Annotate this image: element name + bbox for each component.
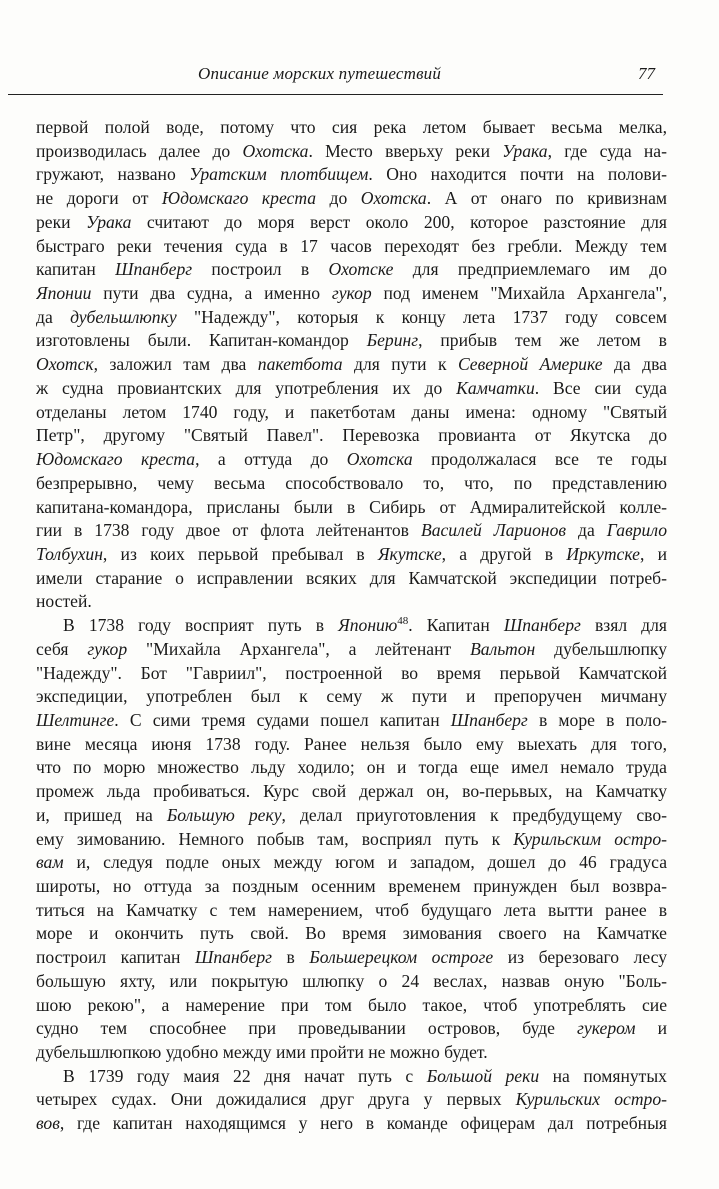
text-run: пути два судна, а именно xyxy=(91,283,332,304)
text-run: вине месяца июня 1738 году. Ранее нельзя было ему выехать для того, xyxy=(36,733,667,754)
text-line xyxy=(36,922,667,946)
text-run: широты, но оттуда за поздным осенним временем принужден был возвра- xyxy=(36,876,667,896)
text-line xyxy=(36,899,667,923)
text-run: , и xyxy=(639,543,667,564)
text-line xyxy=(36,1017,667,1041)
italic-term: Северной Америке xyxy=(457,354,603,375)
text-run: , а другой в xyxy=(441,543,567,564)
text-line xyxy=(36,994,667,1018)
text-run: , где суда на- xyxy=(547,140,667,161)
text-line xyxy=(36,519,667,543)
text-line xyxy=(36,662,667,686)
text-line xyxy=(36,258,667,282)
text-line xyxy=(36,875,667,899)
text-run: имели старание о исправлении всяких для Камчатской экспедиции потреб- xyxy=(36,567,667,588)
italic-term: Шпанберг xyxy=(450,709,528,730)
italic-term: Большую реку xyxy=(166,804,282,825)
italic-term: Камчатки xyxy=(456,377,535,398)
text-run: продолжалася все те годы xyxy=(412,449,667,470)
italic-term: Охотска xyxy=(360,188,427,209)
footnote-ref: 48 xyxy=(397,615,409,628)
text-line xyxy=(36,472,667,496)
text-run: да xyxy=(36,306,71,327)
text-line xyxy=(36,946,667,970)
text-run: и, следуя подле оных между югом и западом, дошел до 46 градуса xyxy=(63,852,667,873)
body-text xyxy=(36,116,667,1136)
text-line xyxy=(36,828,667,852)
text-line xyxy=(36,1065,667,1089)
text-line xyxy=(36,282,667,306)
text-run: В 1738 году восприят путь в xyxy=(63,615,339,636)
text-run: , из коих перьвой пребывал в xyxy=(102,543,378,564)
text-run: титься на Камчатку с тем намерением, чтоб будущаго лета вытти ранее в xyxy=(36,899,667,920)
text-run: , делал приуготовления к предбудущему сво- xyxy=(281,804,667,825)
italic-term: Охотска xyxy=(346,449,413,470)
italic-term: Курильских остро- xyxy=(515,1089,667,1110)
text-line xyxy=(36,1088,667,1112)
text-line xyxy=(36,851,667,875)
text-run: взял для xyxy=(580,615,667,636)
text-line xyxy=(36,140,667,164)
text-run: для предприемлемаго им до xyxy=(393,259,667,280)
italic-term: Японии xyxy=(36,283,92,304)
italic-term: Охотске xyxy=(328,259,394,280)
text-run: дубельшлюпкою удобно между ими пройти не можно будет. xyxy=(36,1042,488,1063)
text-line xyxy=(36,590,667,614)
text-run: . Капитан xyxy=(408,615,504,636)
text-line xyxy=(36,377,667,401)
italic-term: Большой реки xyxy=(426,1065,540,1086)
text-line xyxy=(36,733,667,757)
italic-term: Толбухин xyxy=(36,543,103,564)
text-line xyxy=(36,448,667,472)
italic-term: гукор xyxy=(331,283,372,304)
italic-term: Гаврило xyxy=(606,520,667,541)
text-run: Петр", другому "Святый Павел". Перевозка провианта от Якутска до xyxy=(36,425,667,446)
italic-term: гукор xyxy=(87,638,128,659)
text-run: ж судна провиантских для употребления их до xyxy=(36,377,457,398)
text-line xyxy=(36,235,667,259)
text-run: и, пришед на xyxy=(36,804,167,825)
text-run: , а оттуда до xyxy=(195,449,347,470)
text-run: считают до моря верст около 200, которое разстояние для xyxy=(131,211,667,232)
italic-term: Якутске xyxy=(377,543,442,564)
text-run: до xyxy=(316,188,361,209)
text-run: "Надежду". Бот "Гавриил", построенной во время перьвой Камчатской xyxy=(36,662,667,683)
text-run: не дороги от xyxy=(36,188,162,209)
italic-term: Охотск xyxy=(36,354,94,375)
text-run: . А от онаго по кривизнам xyxy=(426,188,667,209)
text-line xyxy=(36,116,667,140)
text-line xyxy=(36,970,667,994)
text-run: В 1739 году маия 22 дня начат путь с xyxy=(63,1065,427,1086)
text-run: изготовлены были. Капитан-командор xyxy=(36,330,367,351)
italic-term: дубельшлюпку xyxy=(70,306,177,327)
text-run: быстраго реки течения суда в 17 часов переходят без гребли. Между тем xyxy=(36,235,667,256)
text-run: капитан xyxy=(36,259,116,280)
text-run: да xyxy=(566,520,607,541)
text-run: промеж льда пробиваться. Курс свой держал он, во-перьвых, на Камчатку xyxy=(36,781,667,802)
text-run: "Михайла Архангела", а лейтенант xyxy=(127,638,471,659)
text-run: для пути к xyxy=(342,354,458,375)
italic-term: Шелтинге xyxy=(36,709,115,730)
text-line xyxy=(36,306,667,330)
italic-term: Юдомскаго креста xyxy=(36,449,196,470)
italic-term: Иркутске xyxy=(566,543,640,564)
text-line xyxy=(36,163,667,187)
italic-term: вам xyxy=(36,852,64,873)
text-line xyxy=(36,187,667,211)
text-run: большую яхту, или покрытую шлюпку о 24 веслах, назвав оную "Боль- xyxy=(36,970,667,991)
text-run: гии в 1738 году двое от флота лейтенантов xyxy=(36,520,421,541)
text-run: шою рекою", а намерение при том было такое, чтоб употреблять сие xyxy=(36,994,667,1015)
text-line xyxy=(36,638,667,662)
text-run: . Оно находится почти на полови- xyxy=(368,164,667,185)
text-run: себя xyxy=(36,638,88,659)
italic-term: Беринг xyxy=(366,330,419,351)
text-line xyxy=(36,401,667,425)
text-line xyxy=(36,709,667,733)
text-run: в xyxy=(272,947,310,968)
italic-term: Японию xyxy=(338,615,398,636)
running-header xyxy=(8,60,663,95)
running-title: Описание морских путешествий xyxy=(198,64,442,83)
italic-term: Шпанберг xyxy=(503,615,581,636)
text-run: ностей. xyxy=(36,591,92,612)
page-number: 77 xyxy=(638,64,655,83)
text-run: четырех судах. Они дожидалися друг друга у первых xyxy=(36,1089,516,1110)
text-run: . Все сии суда xyxy=(534,377,667,398)
text-line xyxy=(36,211,667,235)
text-run: безпрерывно, чему весьма способствовало то, что, по представлению xyxy=(36,472,667,493)
text-run: . С сими тремя судами пошел капитан xyxy=(114,709,451,730)
text-line xyxy=(36,780,667,804)
text-run: , где капитан находящимся у него в команде офицерам дал потребныя xyxy=(59,1113,667,1134)
text-line xyxy=(36,1041,667,1065)
text-run: экспедиции, употреблен был к сему ж пути и препоручен мичману xyxy=(36,686,667,707)
text-run: капитана-командора, присланы были в Сибирь от Адмиралитейской колле- xyxy=(36,496,667,517)
text-run: построил в xyxy=(192,259,329,280)
text-run: , прибыв тем же летом в xyxy=(418,330,667,351)
text-run: ему зимованию. Немного побыв там, восприял путь к xyxy=(36,828,514,849)
text-line xyxy=(36,353,667,377)
text-run: первой полой воде, потому что сия река летом бывает весьма мелка, xyxy=(36,117,667,137)
text-run: отделаны летом 1740 году, и пакетботам даны имена: одному "Святый xyxy=(36,401,667,422)
text-run: , заложил там два xyxy=(93,354,258,375)
italic-term: Василей Ларионов xyxy=(420,520,567,541)
text-run: реки xyxy=(36,211,87,232)
italic-term: гукером xyxy=(577,1018,636,1039)
text-line xyxy=(36,756,667,780)
italic-term: вов xyxy=(36,1113,60,1134)
italic-term: Шпанберг xyxy=(115,259,193,280)
text-line xyxy=(36,496,667,520)
text-run: море и окончить путь свой. Во время зимования своего на Камчатке xyxy=(36,923,667,944)
text-run: "Надежду", которыя к концу лета 1737 году совсем xyxy=(176,306,667,327)
text-line xyxy=(36,1112,667,1136)
text-line xyxy=(36,567,667,591)
italic-term: Вальтон xyxy=(470,638,536,659)
text-line xyxy=(36,329,667,353)
text-run: . Место вверьху реки xyxy=(308,140,503,161)
text-run: да два xyxy=(602,354,667,375)
italic-term: Охотска xyxy=(242,140,309,161)
italic-term: Урака xyxy=(502,140,548,161)
text-run: из березоваго лесу xyxy=(493,947,667,968)
text-run: в море в поло- xyxy=(527,709,667,730)
text-line xyxy=(36,424,667,448)
text-run: построил капитан xyxy=(36,947,195,968)
text-run: на помянутых xyxy=(539,1065,667,1086)
text-run: гружают, названо xyxy=(36,164,190,185)
text-run: и xyxy=(635,1018,667,1039)
text-line xyxy=(36,614,667,638)
text-line xyxy=(36,543,667,567)
italic-term: Шпанберг xyxy=(195,947,272,968)
text-run: дубельшлюпку xyxy=(535,638,667,659)
text-run: что по морю множество льду ходило; он и тогда еще имел немало труда xyxy=(36,757,667,778)
italic-term: Большерецком остроге xyxy=(309,947,494,968)
text-run: производилась далее до xyxy=(36,140,243,161)
text-run: судно тем способнее при проведывании островов, буде xyxy=(36,1018,578,1039)
italic-term: Юдомскаго креста xyxy=(161,188,317,209)
text-line xyxy=(36,804,667,828)
italic-term: Курильским остро- xyxy=(513,828,667,849)
italic-term: Уратским плотбищем xyxy=(189,164,369,185)
italic-term: Урака xyxy=(86,211,132,232)
text-run: под именем "Михайла Архангела", xyxy=(371,283,667,304)
italic-term: пакетбота xyxy=(257,354,343,375)
text-line xyxy=(36,685,667,709)
